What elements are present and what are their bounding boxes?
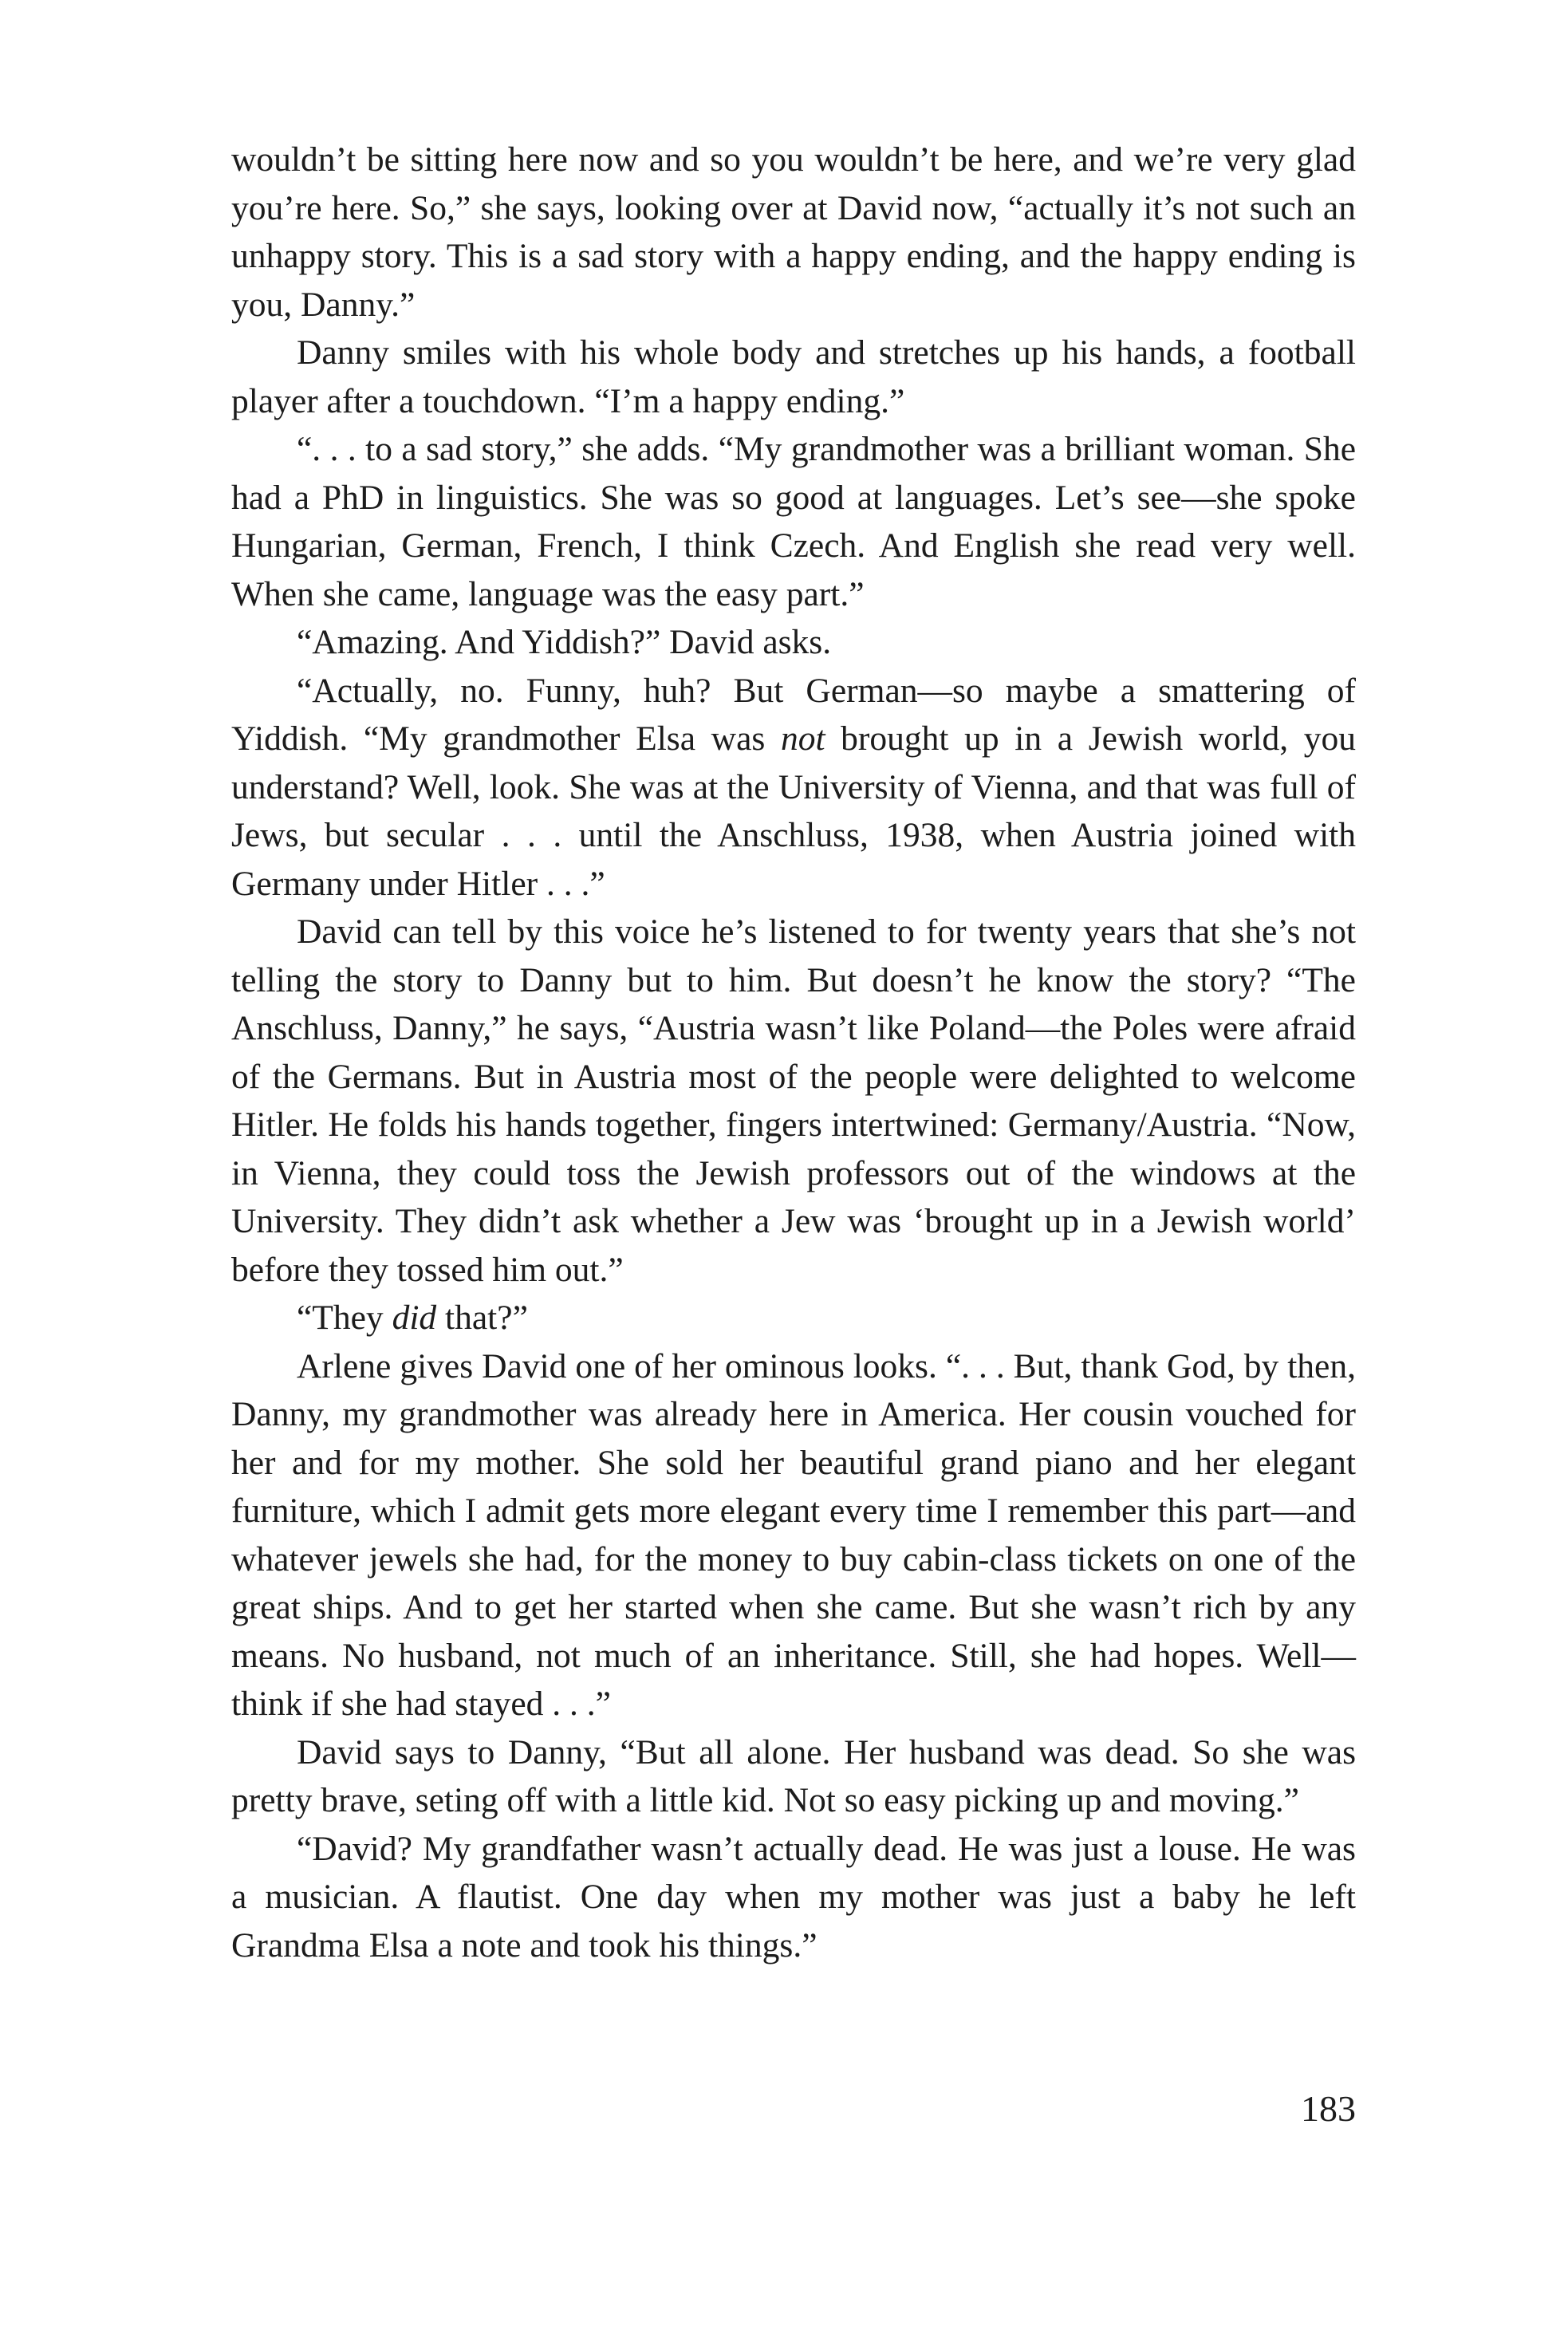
paragraph: “Amazing. And Yiddish?” David asks.: [297, 623, 832, 661]
paragraph: David says to Danny, “But all alone. Her husband was dead. So she was pretty brave, seting off with a little kid. Not so easy picking up and moving.”: [231, 1732, 1356, 1819]
paragraph: Arlene gives David one of her ominous looks. “. . . But, thank God, by then, Danny, my grandmother was already here in America. Her cousin vouched for her and for my mother. She sold her beautiful grand piano and her elegant furniture, which I admit gets more elegant every time I remember this part—and whatever jewels she had, for the money to buy cabin-class tickets on one of the great ships. And to get her started when she came. But she wasn’t rich by any means. No husband, not much of an inheritance. Still, she had hopes. Well—think if she had stayed . . .”: [231, 1346, 1356, 1723]
paragraph: “. . . to a sad story,” she adds. “My grandmother was a brilliant woman. She had a PhD in linguistics. She was so good at languages. Let’s see—she spoke Hungarian, German, French, I think Czech. And English she read very well. When she came, language was the easy part.”: [231, 430, 1356, 613]
paragraph: wouldn’t be sitting here now and so you wouldn’t be here, and we’re very glad you’re here. So,” she says, looking over at David now, “actually it’s not such an unhappy story. This is a sad story with a happy ending, and the happy ending is you, Danny.”: [231, 140, 1356, 324]
paragraph: “David? My grandfather wasn’t actually dead. He was just a louse. He was a musician. A flautist. One day when my mother was just a baby he left Grandma Elsa a note and took his things.”: [231, 1829, 1356, 1965]
paragraph: “They did that?”: [297, 1299, 528, 1337]
paragraph: David can tell by this voice he’s listened to for twenty years that she’s not telling the story to Danny but to him. But doesn’t he know the story? “The Anschluss, Danny,” he says, “Austria wasn’t like Poland—the Poles were afraid of the Germans. But in Austria most of the people were delighted to welcome Hitler. He folds his hands together, fingers intertwined: Germany/Austria. “Now, in Vienna, they could toss the Jewish professors out of the windows at the University. They didn’t ask whether a Jew was ‘brought up in a Jewish world’ before they tossed him out.”: [231, 912, 1356, 1289]
page-number: 183: [1301, 2088, 1356, 2129]
emphasis: not: [780, 719, 825, 758]
paragraph: Danny smiles with his whole body and stretches up his hands, a football player after a touchdown. “I’m a happy ending.”: [231, 333, 1356, 420]
emphasis: did: [392, 1299, 437, 1337]
paragraph: “Actually, no. Funny, huh? But German—so maybe a smattering of Yiddish. “My grandmother Elsa was not brought up in a Jewish world, you understand? Well, look. She was at the University of Vienna, and that was full of Jews, but secular . . . until the Anschluss, 1938, when Austria joined with Germany under Hitler . . .”: [231, 671, 1356, 903]
body-text: [231, 136, 1356, 1969]
